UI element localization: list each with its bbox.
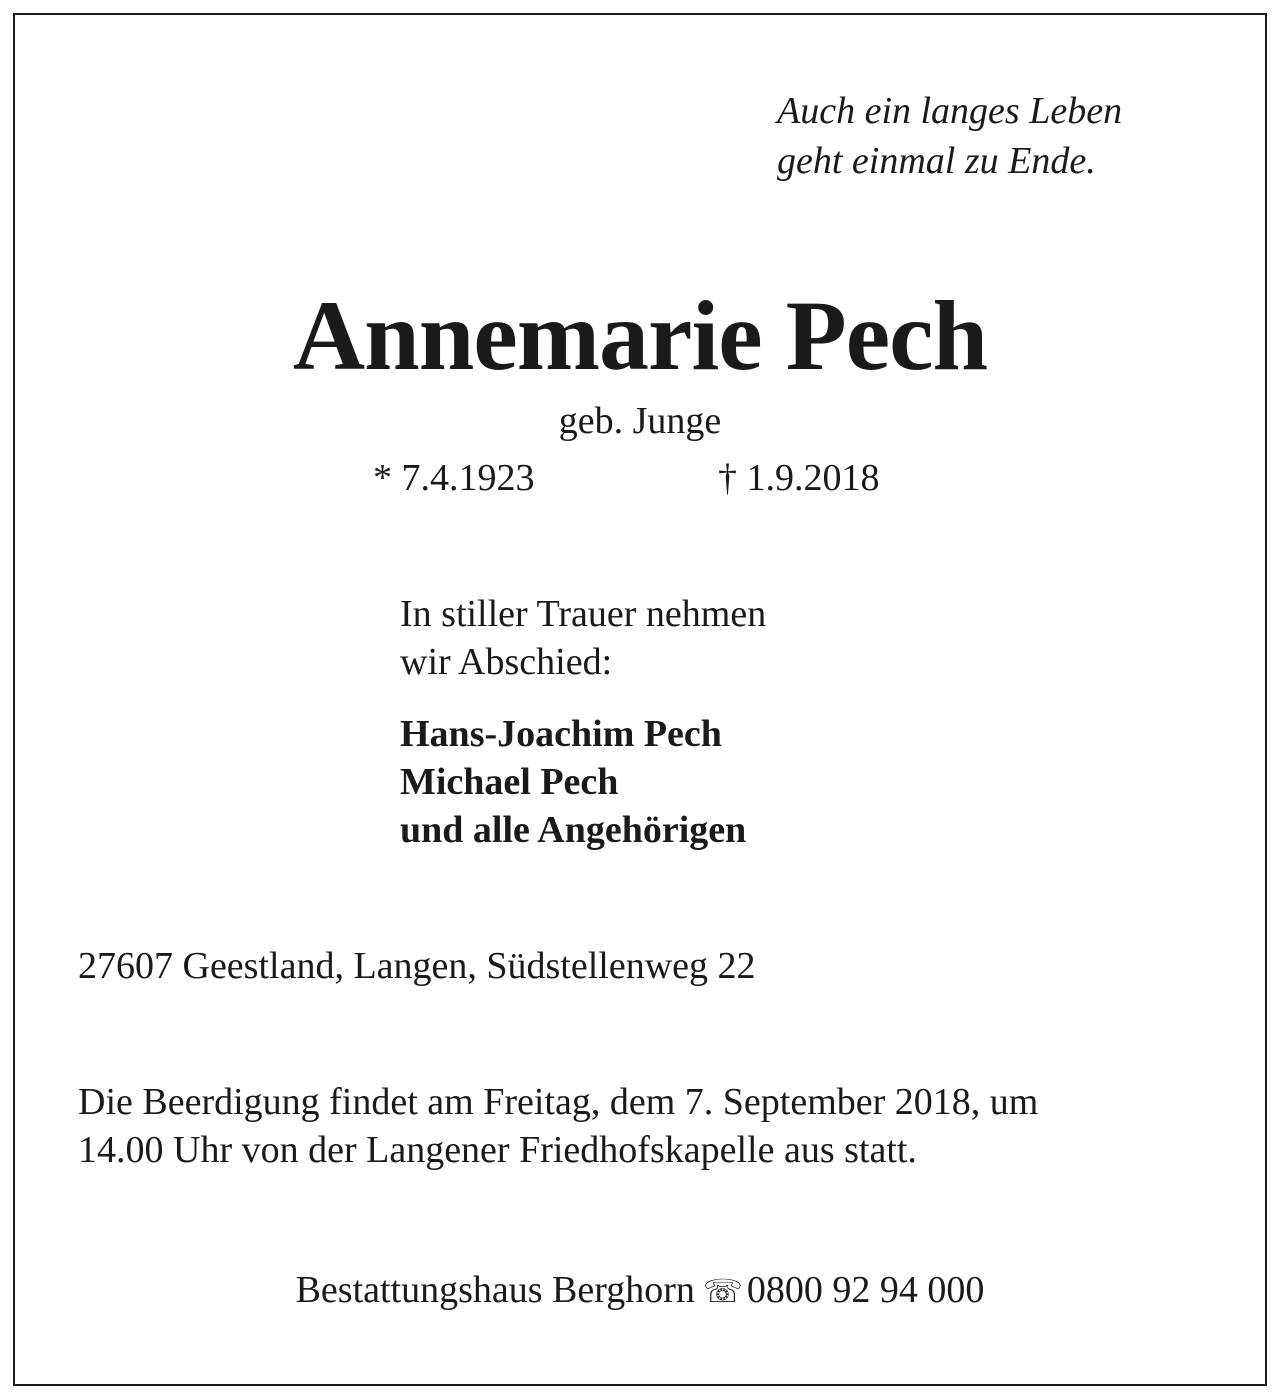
death-date: † 1.9.2018 [718, 457, 880, 499]
motto-quote [777, 86, 1122, 186]
family-member: Michael Pech [400, 761, 619, 803]
undertaker-phone: 0800 92 94 000 [746, 1269, 985, 1311]
maiden-name: geb. Junge [558, 400, 722, 442]
family-member: und alle Angehörigen [400, 809, 747, 851]
mourning-line: wir Abschied: [400, 641, 613, 683]
motto-line: Auch ein langes Leben [777, 90, 1123, 132]
motto-line: geht einmal zu Ende. [777, 140, 1096, 182]
funeral-line: 14.00 Uhr von der Langener Friedhofskapelle aus statt. [78, 1129, 917, 1171]
address: 27607 Geestland, Langen, Südstellenweg 22 [78, 945, 756, 987]
mourning-text [400, 590, 766, 686]
notice-border [13, 13, 1267, 1386]
birth-date: * 7.4.1923 [373, 457, 535, 499]
phone-icon: ☏ [702, 1272, 743, 1310]
undertaker-info [0, 1266, 1280, 1315]
mourning-line: In stiller Trauer nehmen [400, 593, 767, 635]
deceased-name: Annemarie Pech [292, 280, 988, 391]
undertaker-name: Bestattungshaus Berghorn [295, 1269, 695, 1311]
family-member: Hans-Joachim Pech [400, 713, 722, 755]
funeral-info [78, 1078, 1038, 1174]
family-list [400, 710, 746, 854]
funeral-line: Die Beerdigung findet am Freitag, dem 7. September 2018, um [78, 1081, 1039, 1123]
